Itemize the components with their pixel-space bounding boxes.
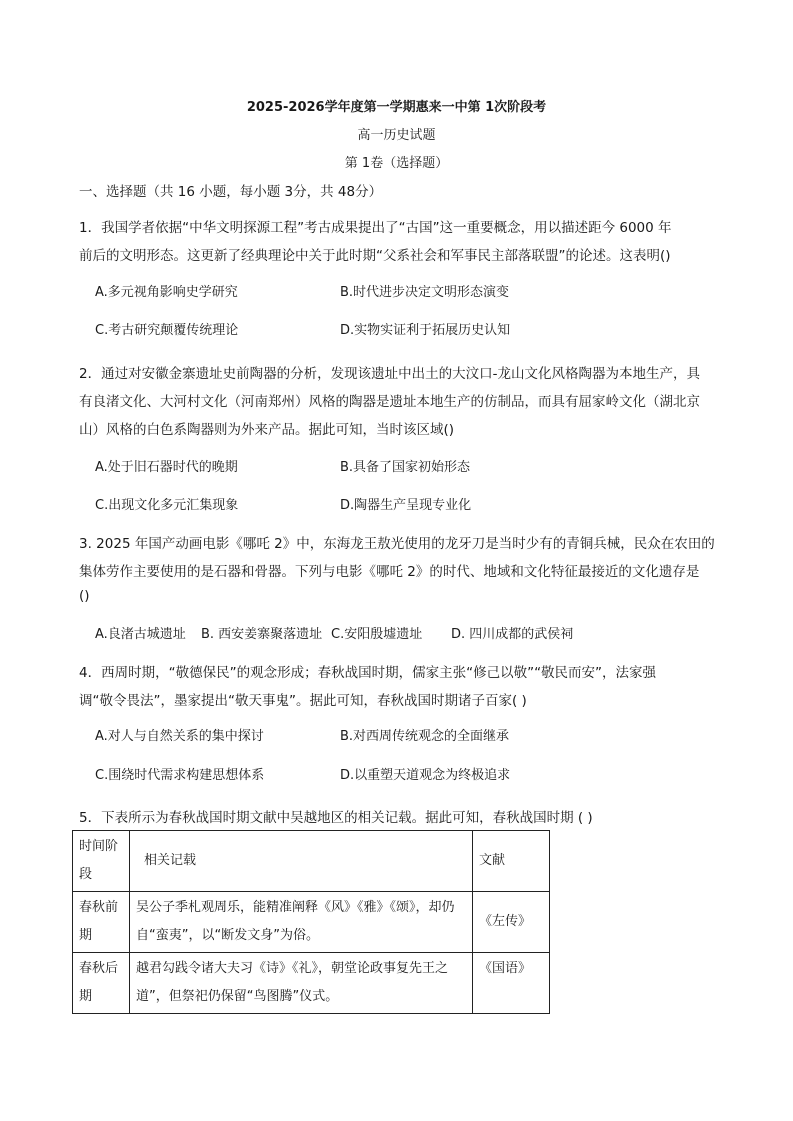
q2-option-b: B.具备了国家初始形态	[340, 460, 471, 475]
q2-line-3: 山）风格的白色系陶器则为外来产品。据此可知，当时该区域()	[79, 422, 455, 438]
q2-option-c: C.出现文化多元汇集现象	[95, 498, 239, 513]
exam-title: 2025-2026学年度第一学期惠来一中第 1次阶段考	[246, 100, 547, 115]
q5-line-1: 5．下表所示为春秋战国时期文献中吴越地区的相关记载。据此可知，春秋战国时期 ( )	[79, 810, 593, 826]
table-header-row	[73, 831, 550, 892]
q3-option-c: C.安阳殷墟遗址	[331, 627, 423, 642]
q1-line-2: 前后的文明形态。这更新了经典理论中关于此时期“父系社会和军事民主部落联盟”的论述。这表明()	[79, 248, 671, 264]
table-row	[73, 892, 550, 953]
q4-option-b: B.对西周传统观念的全面继承	[340, 729, 510, 744]
section-heading: 一、选择题（共 16 小题，每小题 3分，共 48分）	[79, 184, 383, 200]
records-table	[72, 830, 550, 1014]
exam-subject: 高一历史试题	[357, 128, 436, 143]
q2-option-d: D.陶器生产呈现专业化	[340, 498, 472, 513]
q3-line-1: 3. 2025 年国产动画电影《哪吒 2》中，东海龙王敖光使用的龙牙刀是当时少有的青铜兵械，民众在农田的	[79, 536, 715, 552]
q1-option-c: C.考古研究颠覆传统理论	[95, 323, 239, 338]
table-cell: 《国语》	[473, 953, 550, 1014]
q3-line-3: ()	[79, 588, 90, 604]
table-cell: 越君勾践令诸大夫习《诗》《礼》，朝堂论政事复先王之道”，但祭祀仍保留“鸟图腾”仪式。	[130, 953, 473, 1014]
q3-option-b: B. 西安姜寨聚落遗址	[201, 627, 323, 642]
q4-option-c: C.围绕时代需求构建思想体系	[95, 768, 265, 783]
exam-volume: 第 1卷（选择题）	[344, 156, 449, 171]
table-header-cell: 相关记载	[130, 831, 473, 892]
q4-line-2: 调“敬令畏法”，墨家提出“敬天事鬼”。据此可知，春秋战国时期诸子百家( )	[79, 693, 527, 709]
table-header-cell: 时间阶段	[73, 831, 130, 892]
q1-option-a: A.多元视角影响史学研究	[95, 285, 238, 300]
table-cell: 《左传》	[473, 892, 550, 953]
q1-line-1: 1．我国学者依据“中华文明探源工程”考古成果提出了“古国”这一重要概念，用以描述距今 6000 年	[79, 220, 672, 236]
q4-option-d: D.以重塑天道观念为终极追求	[340, 768, 511, 783]
q4-option-a: A.对人与自然关系的集中探讨	[95, 729, 264, 744]
table-row	[73, 953, 550, 1014]
q1-option-d: D.实物实证利于拓展历史认知	[340, 323, 511, 338]
table-cell: 春秋后期	[73, 953, 130, 1014]
table-header-cell: 文献	[473, 831, 550, 892]
table-cell: 吴公子季札观周乐，能精准阐释《风》《雅》《颂》，却仍自“蛮夷”，以“断发文身”为俗。	[130, 892, 473, 953]
q4-line-1: 4．西周时期，“敬德保民”的观念形成；春秋战国时期，儒家主张“修己以敬”“敬民而安”，法家强	[79, 665, 657, 681]
q3-option-a: A.良渚古城遗址	[95, 627, 186, 642]
q2-option-a: A.处于旧石器时代的晚期	[95, 460, 238, 475]
q2-line-1: 2．通过对安徽金寨遗址史前陶器的分析，发现该遗址中出土的大汶口-龙山文化风格陶器为本地生产，具	[79, 366, 700, 382]
q3-line-2: 集体劳作主要使用的是石器和骨器。下列与电影《哪吒 2》的时代、地域和文化特征最接近的文化遗存是	[79, 564, 700, 580]
q2-line-2: 有良渚文化、大河村文化（河南郑州）风格的陶器是遗址本地生产的仿制品，而具有屈家岭文化（湖北京	[79, 394, 700, 410]
q3-option-d: D. 四川成都的武侯祠	[451, 627, 574, 642]
table-cell: 春秋前期	[73, 892, 130, 953]
q1-option-b: B.时代进步决定文明形态演变	[340, 285, 510, 300]
